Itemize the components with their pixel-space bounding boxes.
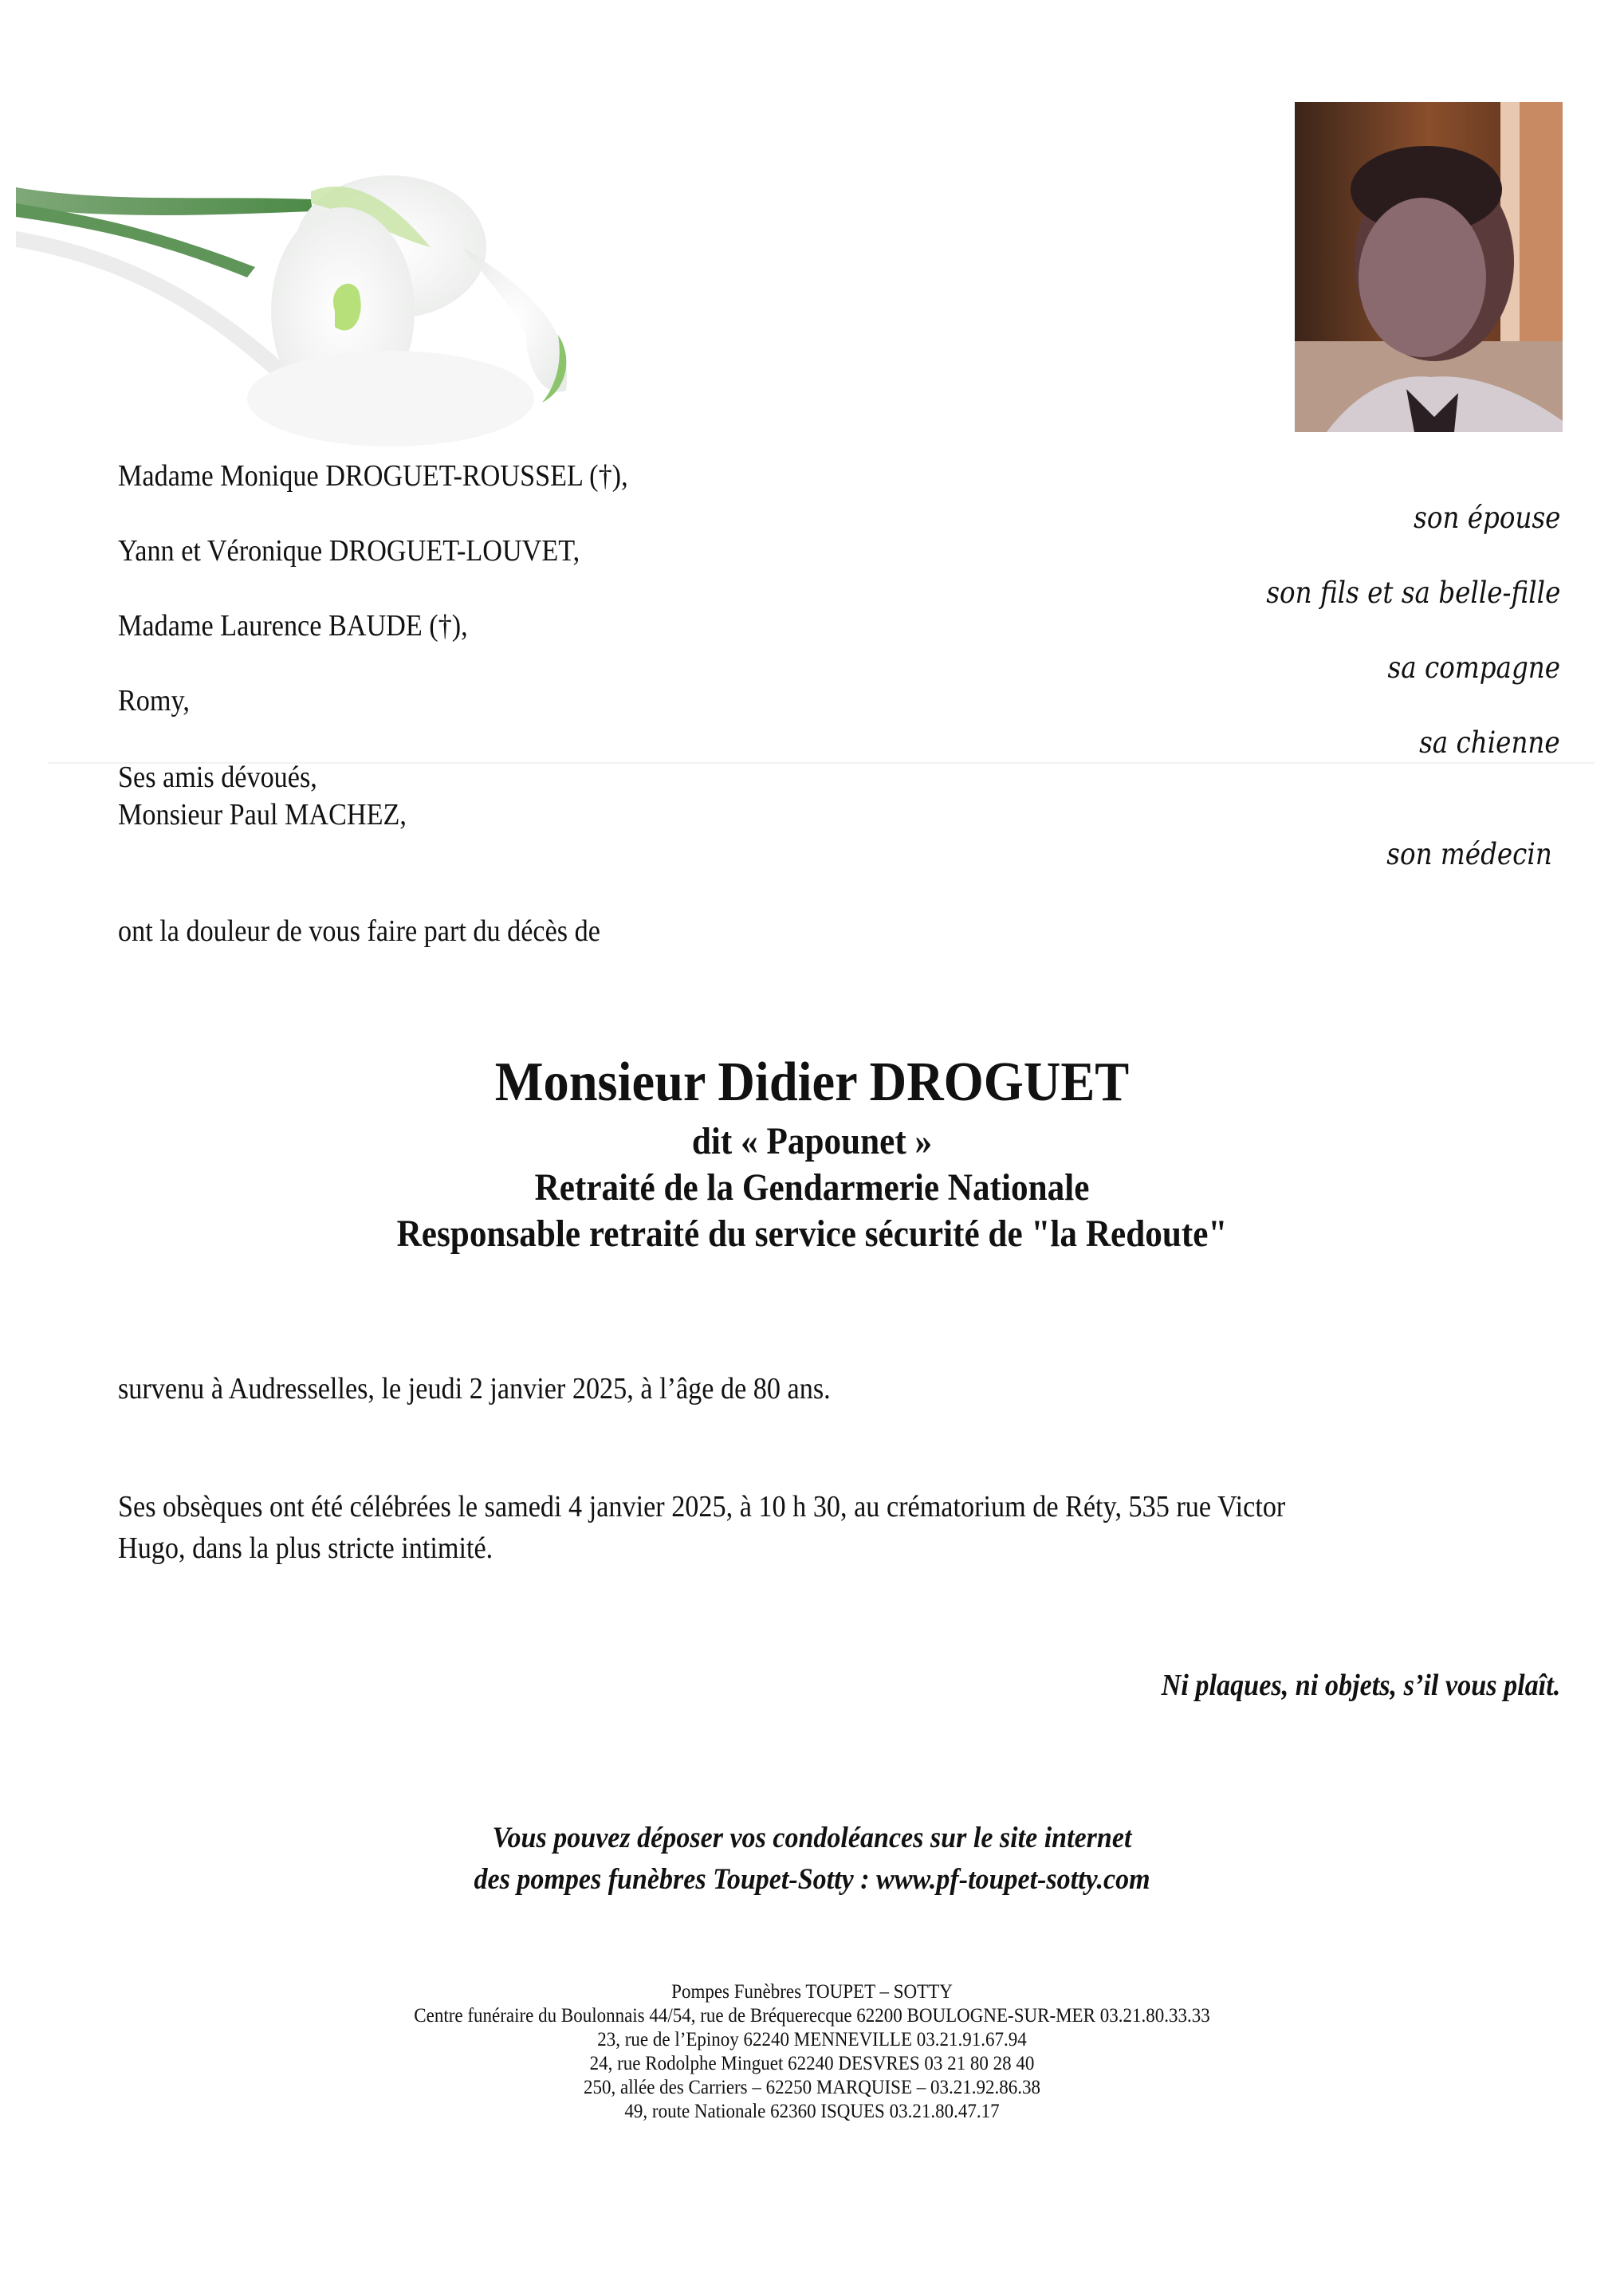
deceased-name: Monsieur Didier DROGUET bbox=[494, 1052, 1130, 1113]
footer-address-isques: 49, route Nationale 62360 ISQUES 03.21.80.47.17 bbox=[624, 2101, 1000, 2122]
footer-address-marquise: 250, allée des Carriers – 62250 MARQUISE – 03.21.92.86.38 bbox=[583, 2077, 1041, 2098]
family-line-companion: Madame Laurence BAUDE (†), bbox=[118, 609, 468, 643]
deceased-role-gendarmerie: Retraité de la Gendarmerie Nationale bbox=[534, 1166, 1090, 1209]
family-line-son: Yann et Véronique DROGUET-LOUVET, bbox=[118, 534, 580, 568]
condolences-line-2: des pompes funèbres Toupet-Sotty : www.pf-toupet-sotty.com bbox=[474, 1863, 1150, 1896]
calla-lily-decoration bbox=[16, 128, 630, 446]
funeral-home-name: Pompes Funèbres TOUPET – SOTTY bbox=[671, 1981, 953, 2003]
footer-address-desvres: 24, rue Rodolphe Minguet 62240 DESVRES 03 21 80 28 40 bbox=[589, 2053, 1035, 2074]
funeral-line-1: Ses obsèques ont été célébrées le samedi 4 janvier 2025, à 10 h 30, au crématorium de Réty, 535 rue Victor bbox=[118, 1490, 1286, 1523]
funeral-home-footer bbox=[65, 1980, 1559, 2124]
deceased-nickname: dit « Papounet » bbox=[691, 1120, 933, 1162]
relation-dog: sa chienne bbox=[1419, 725, 1560, 760]
funeral-line-2: Hugo, dans la plus stricte intimité. bbox=[118, 1531, 493, 1565]
condolences-line-1: Vous pouvez déposer vos condoléances sur le site internet bbox=[492, 1822, 1132, 1854]
relation-son: son fils et sa belle-fille bbox=[1265, 576, 1560, 610]
no-flowers-note: Ni plaques, ni objets, s’il vous plaît. bbox=[1161, 1669, 1560, 1702]
portrait-photo bbox=[1295, 102, 1563, 432]
footer-address-menneville: 23, rue de l’Epinoy 62240 MENNEVILLE 03.21.91.67.94 bbox=[597, 2029, 1027, 2050]
deceased-role-redoute: Responsable retraité du service sécurité de "la Redoute" bbox=[396, 1213, 1228, 1255]
footer-address-boulogne: Centre funéraire du Boulonnais 44/54, rue de Bréquerecque 62200 BOULOGNE-SUR-MER 03.21.80.33.33 bbox=[414, 2005, 1210, 2027]
announcement-text: ont la douleur de vous faire part du décès de bbox=[118, 914, 600, 948]
relation-companion: sa compagne bbox=[1387, 651, 1560, 685]
relation-doctor: son médecin bbox=[1386, 837, 1552, 871]
family-line-doctor: Monsieur Paul MACHEZ, bbox=[118, 798, 407, 832]
family-line-dog: Romy, bbox=[118, 684, 190, 718]
family-line-friends-heading: Ses amis dévoués, bbox=[118, 761, 317, 794]
death-details: survenu à Audresselles, le jeudi 2 janvier 2025, à l’âge de 80 ans. bbox=[118, 1372, 831, 1406]
relation-spouse: son épouse bbox=[1413, 501, 1560, 535]
family-line-spouse: Madame Monique DROGUET-ROUSSEL (†), bbox=[118, 459, 628, 493]
